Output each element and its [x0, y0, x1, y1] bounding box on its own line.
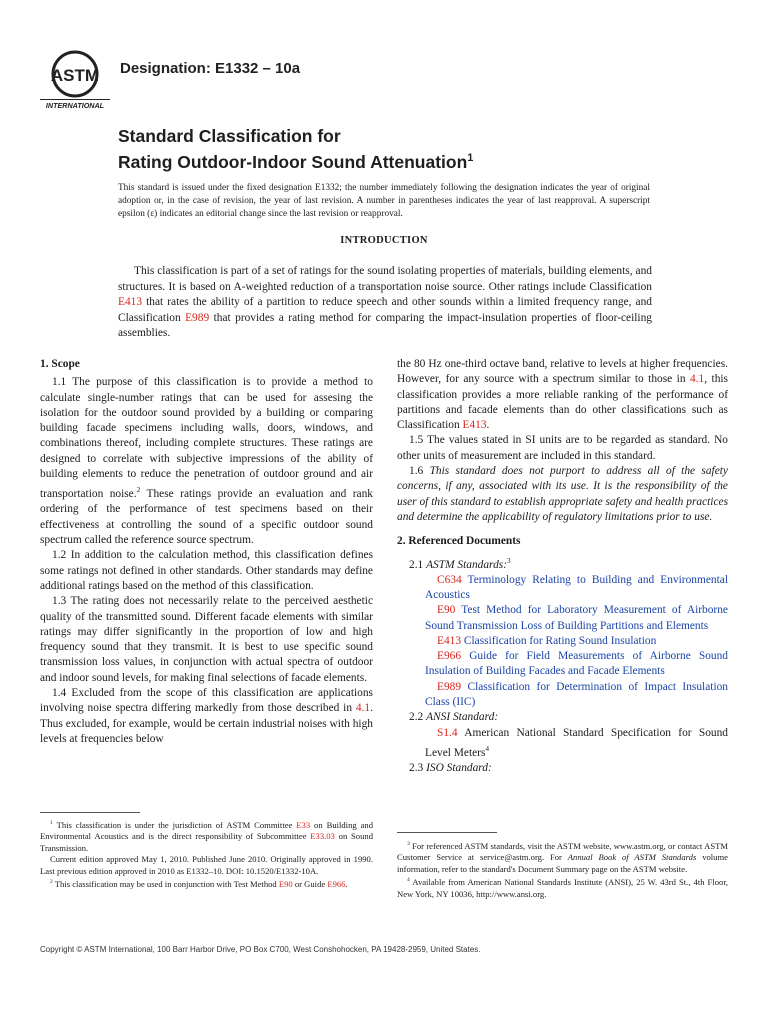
footnotes-right: [397, 839, 728, 900]
footnote-marker-2: 2: [136, 485, 141, 495]
ref-item-e966: [397, 649, 728, 680]
footnote-1-marker: 1: [50, 820, 53, 826]
ref-item-e90: [397, 603, 728, 634]
scope-1-1-text: 1.1 The purpose of this classification is to provide a method to calculate single-number ratings that can be used for assesing the isolation for the outdoor sound provided by a building or comparing building facade specimens including walls, doors, windows, and combinations thereof, including complete structures. These ratings are designed to correlate with subjective impressions of the ability of building elements to reduce the penetration of outdoor ground and air transportation noise.: [40, 376, 373, 501]
scope-para-1-1: [40, 375, 373, 548]
ref-code-e90[interactable]: E90: [437, 604, 456, 617]
copyright-line: Copyright © ASTM International, 100 Barr Harbor Drive, PO Box C700, West Conshohocken, PA 19428-2959, United States.: [40, 945, 481, 954]
footnote-2-text-2: or Guide: [292, 879, 328, 890]
introduction-heading: INTRODUCTION: [340, 235, 428, 246]
intro-text-1: This classification is part of a set of ratings for the sound isolating properties of materials, building elements, and structures. It is based on A-weighted reduction of a transportation noise source. Other ratings include Classification: [118, 265, 652, 293]
scope-heading: 1. Scope: [40, 358, 80, 370]
ref-title-s1-4: American National Standard Specification for Sound Level Meters: [425, 726, 729, 759]
ref-link-e33[interactable]: E33: [296, 819, 311, 830]
scope-para-1-5: 1.5 The values stated in SI units are to be regarded as standard. No other units of measurement are included in this standard.: [397, 434, 728, 462]
astm-logo: [38, 50, 112, 112]
ref-item-s1-4: [397, 726, 728, 761]
ref-link-e966-fn[interactable]: E966: [327, 879, 346, 890]
scope-cont-text-2: , this classification provides a more reliable ranking of the performance of partitions and facade elements than do other classifications such as Classification: [397, 373, 728, 432]
footnote-1-text: This classification is under the jurisdiction of ASTM Committee: [52, 819, 297, 830]
ref-title-c634[interactable]: Terminology Relating to Building and Environmental Acoustics: [425, 573, 728, 601]
ref-title-e90[interactable]: Test Method for Laboratory Measurement of Airborne Sound Transmission Loss of Building Partitions and Elements: [425, 604, 728, 632]
ref-item-e413: [397, 634, 728, 649]
ref-link-e90-fn[interactable]: E90: [278, 879, 293, 890]
designation-notice: This standard is issued under the fixed designation E1332; the number immediately following the designation indicates the year of original adoption or, in the case of revision, the year of last revision. A number in parentheses indicates the year of last reapproval. A superscript epsilon (ε) indicates an editorial change since the last revision or reapproval.: [118, 183, 650, 219]
scope-cont-text-3: .: [486, 419, 490, 432]
astm-logo-graphic: [38, 50, 112, 112]
introduction-text: [118, 264, 652, 342]
iso-standard-subhead: [397, 761, 728, 776]
intro-text-2: that rates the ability of a partition to reduce speech and other sounds within a limited frequency range, and Classification: [118, 296, 652, 324]
footnote-3-text: For referenced ASTM standards, visit the ASTM website, www.astm.org, or contact ASTM Customer Service at service@astm.org. For: [397, 840, 728, 863]
scope-1-4-text-cont: . Thus excluded, for example, would be certain industrial noises with high levels at frequencies below: [40, 702, 373, 745]
ref-title-e966[interactable]: Guide for Field Measurements of Airborne Sound Insulation of Building Facades and Facade Elements: [425, 650, 729, 678]
ref-link-4-1-b[interactable]: 4.1: [689, 373, 705, 386]
ref-item-c634: [397, 573, 728, 604]
ansi-standard-subhead: [397, 710, 728, 725]
footnote-2-text: This classification may be used in conjunction with Test Method: [52, 879, 279, 890]
footnote-1-edition: Current edition approved May 1, 2010. Published June 2010. Originally approved in 1990. Last previous edition approved in 2010 as E1332–10. DOI: 10.1520/E1332-10A.: [40, 854, 373, 876]
document-title: [118, 125, 473, 173]
astm-num: 2.1: [409, 558, 427, 571]
title-line-2-text: Rating Outdoor-Indoor Sound Attenuation: [118, 151, 468, 172]
right-column: [397, 357, 728, 776]
footnote-4-text: Available from American National Standards Institute (ANSI), 25 W. 43rd St., 4th Floor, New York, NY 10036, http://www.ansi.org.: [397, 877, 728, 899]
ansi-num: 2.2: [409, 711, 427, 724]
footnote-1-text-3: on Sound Transmission.: [40, 831, 373, 853]
footnote-marker-3: 3: [507, 555, 511, 565]
footnote-3-italic: Annual Book of ASTM Standards: [567, 852, 697, 863]
intro-text-3: that provides a rating method for comparing the impact-insulation properties of floor-ceiling assemblies.: [118, 311, 652, 340]
ref-code-e966[interactable]: E966: [437, 650, 462, 663]
scope-para-1-2: 1.2 In addition to the calculation method, this classification defines some ratings not defined in other standards. Other standards may define additional ratings based on the method of this classification.: [40, 549, 373, 592]
logo-label: INTERNATIONAL: [45, 101, 105, 110]
ref-code-s1-4[interactable]: S1.4: [437, 726, 458, 739]
footnote-1: [40, 818, 373, 854]
footnote-2-text-3: .: [345, 879, 348, 890]
scope-1-6-number: 1.6: [409, 465, 430, 478]
title-line-1: Standard Classification for: [118, 126, 341, 146]
ref-link-e33-03[interactable]: E33.03: [310, 831, 335, 842]
scope-1-6-text: This standard does not purport to address all of the safety concerns, if any, associated with its use. It is the responsibility of the user of this standard to establish appropriate safety and health practices and determine the applicability of regulatory limitations prior to use.: [397, 465, 728, 523]
footnotes-left: [40, 818, 373, 891]
footnote-3: [397, 839, 728, 875]
ref-code-c634[interactable]: C634: [437, 573, 462, 586]
ref-link-e989[interactable]: E989: [185, 311, 210, 324]
scope-1-4-text: 1.4 Excluded from the scope of this classification are applications involving noise spectra differing markedly from those described in: [40, 687, 373, 715]
scope-1-1-text-cont: These ratings provide an evaluation and rank ordering of the performance of test specimens based on their effectiveness at controlling the sound of a specific outdoor sound spectrum called the reference source spectrum.: [40, 488, 373, 547]
scope-para-1-3: 1.3 The rating does not necessarily relate to the perceived aesthetic quality of the transmitted sound. Different facade elements with similar ratings may differ significantly in the proportion of low and high frequency sound that they transmit. It is best to use specific sound transmission loss values, in conjunction with actual spectra of outdoor and indoor sound levels, for making final selections of facade elements.: [40, 595, 373, 684]
scope-para-1-4-continued: [397, 357, 728, 433]
designation: Designation: E1332 – 10a: [120, 60, 301, 77]
astm-label: ASTM Standards:: [426, 558, 507, 571]
footnote-4: [397, 875, 728, 900]
footnote-4-marker: 4: [407, 877, 410, 884]
footnote-3-text-2: volume information, refer to the standard's Document Summary page on the ASTM website.: [397, 852, 728, 874]
logo-text: ASTM: [50, 66, 100, 85]
iso-label: ISO Standard:: [426, 762, 492, 775]
scope-para-1-6: [397, 464, 728, 525]
footnote-2-marker: 2: [50, 879, 53, 886]
ref-title-e413[interactable]: Classification for Rating Sound Insulation: [463, 634, 657, 647]
ref-link-e413[interactable]: E413: [118, 296, 143, 309]
scope-cont-text-1: the 80 Hz one-third octave band, relative to levels at higher frequencies. However, for any source with a spectrum similar to those in: [397, 358, 728, 386]
footnote-rule-right: [397, 832, 497, 833]
ansi-label: ANSI Standard:: [426, 711, 499, 724]
ref-title-e989[interactable]: Classification for Determination of Impact Insulation Class (IIC): [425, 680, 728, 709]
ref-code-e989[interactable]: E989: [437, 680, 462, 693]
footnote-marker-4: 4: [485, 743, 490, 753]
footnote-rule-left: [40, 812, 140, 813]
footnote-1-text-2: on Building and Environmental Acoustics and is the direct responsibility of Subcommittee: [40, 819, 374, 842]
ref-item-e989: [397, 680, 728, 711]
ref-code-e413[interactable]: E413: [437, 634, 462, 647]
scope-para-1-4: [40, 686, 373, 747]
footnote-2: [40, 877, 373, 890]
ref-link-e413-b[interactable]: E413: [462, 419, 487, 432]
footnote-3-marker: 3: [407, 841, 410, 847]
left-column: [40, 357, 373, 747]
ref-link-4-1[interactable]: 4.1: [355, 702, 371, 715]
title-line-2: [118, 147, 473, 173]
refdocs-heading: 2. Referenced Documents: [397, 535, 521, 548]
iso-num: 2.3: [409, 762, 427, 775]
title-footnote-marker: 1: [467, 152, 474, 164]
astm-standards-subhead: [397, 553, 728, 573]
